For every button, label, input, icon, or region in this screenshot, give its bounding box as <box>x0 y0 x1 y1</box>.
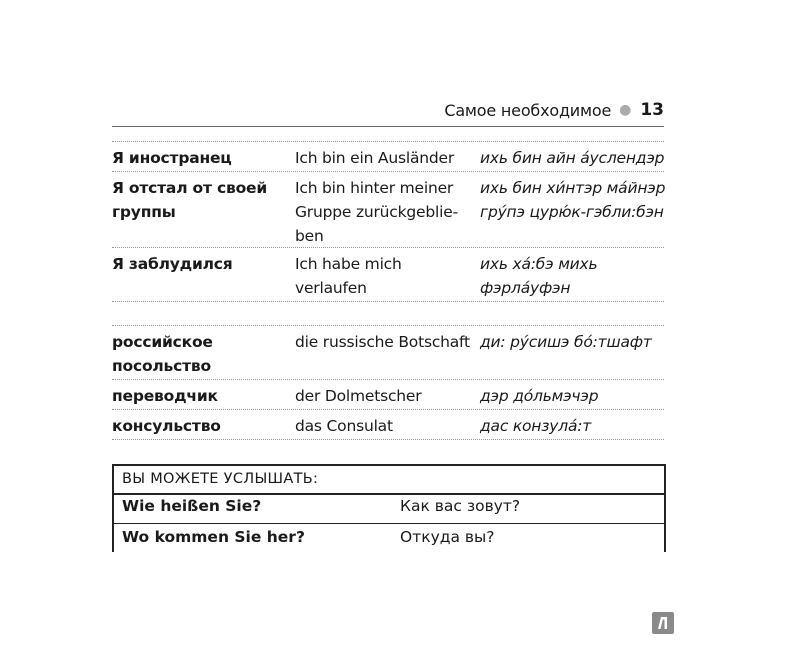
phrase-russian: Я отстал от своей группы <box>112 179 267 221</box>
german-question: Wie heißen Sie? <box>122 497 262 515</box>
german-question: Wo kommen Sie her? <box>122 528 305 546</box>
phrase-russian: российское посольство <box>112 333 213 375</box>
page-number: 13 <box>640 100 664 120</box>
row-divider <box>112 301 664 302</box>
russian-translation: Откуда вы? <box>400 528 495 546</box>
phrase-german: der Dolmetscher <box>295 387 422 405</box>
box-row <box>114 493 664 523</box>
section-title: Самое необходимое <box>444 100 612 120</box>
phrase-russian: консульство <box>112 417 221 435</box>
phrase-transcription: ихь бин айн áуслендэр <box>480 149 665 167</box>
box-heading-text: ВЫ МОЖЕТЕ УСЛЫШАТЬ: <box>122 471 319 487</box>
russian-translation: Как вас зовут? <box>400 497 521 515</box>
phrase-transcription: дэр дóльмэчэр <box>480 387 599 405</box>
page-header <box>112 98 664 127</box>
phrase-row <box>112 171 664 248</box>
phrase-german: das Consulat <box>295 417 393 435</box>
you-may-hear-box <box>112 464 666 552</box>
phrase-russian: переводчик <box>112 387 218 405</box>
phrase-row <box>112 409 664 440</box>
phrase-german: Ich habe mich verlaufen <box>295 255 402 297</box>
phrase-transcription: ихь хá:бэ михь фэрлáуфэн <box>480 255 598 297</box>
phrase-german: Ich bin hinter meiner Gruppe zurückgeblie-ben <box>295 179 458 245</box>
running-head <box>444 100 664 120</box>
phrase-russian: Я заблудился <box>112 255 233 273</box>
box-row <box>114 523 664 554</box>
bullet-dot-icon: ● <box>619 102 632 118</box>
phrase-transcription: ихь бин хи́нтэр мáйнэр грýпэ цурю́к-гэбли:бэн <box>480 179 666 221</box>
phrase-row <box>112 141 664 172</box>
phrase-german: die russische Botschaft <box>295 333 470 351</box>
phrase-transcription: дас конзулá:т <box>480 417 592 435</box>
publisher-logo-icon <box>652 612 674 634</box>
phrase-german: Ich bin ein Ausländer <box>295 149 455 167</box>
phrase-row <box>112 379 664 410</box>
phrase-row <box>112 325 664 380</box>
box-heading <box>114 464 664 495</box>
logo-glyph-icon <box>652 612 674 634</box>
phrase-transcription: ди: рýсишэ бó:тшафт <box>480 333 652 351</box>
row-divider <box>112 439 664 440</box>
phrase-row <box>112 247 664 302</box>
phrase-russian: Я иностранец <box>112 149 232 167</box>
